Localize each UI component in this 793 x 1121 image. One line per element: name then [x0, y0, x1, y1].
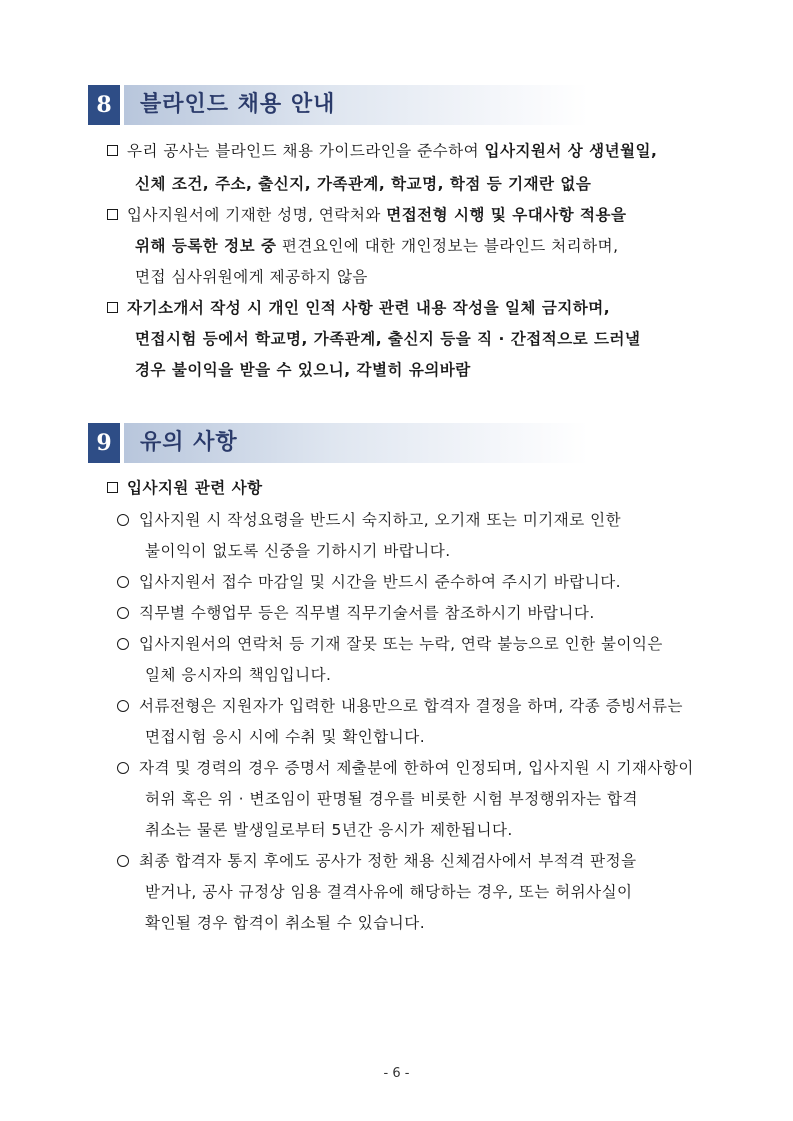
s8-p2-text-d: 편견요인에 대한 개인정보는 블라인드 처리하며,	[276, 237, 619, 255]
s9-item-5-line1	[117, 696, 683, 716]
s8-p1-text-b: 입사지원서 상 생년월일,	[484, 142, 658, 160]
s9-item-6-line1	[117, 758, 694, 778]
s9-item-5-line2: 면접시험 응시 시에 수취 및 확인합니다.	[145, 728, 426, 746]
s9-item-7-line2: 받거나, 공사 규정상 임용 결격사유에 해당하는 경우, 또는 허위사실이	[145, 883, 633, 901]
circle-bullet-icon	[117, 855, 129, 867]
square-bullet-icon	[107, 302, 118, 313]
s8-p2-line1	[107, 205, 626, 225]
s8-p3-line2: 면접시험 등에서 학교명, 가족관계, 출신지 등을 직 · 간접적으로 드러낼	[135, 330, 641, 348]
s9-item-2-line1	[117, 572, 621, 592]
s9-item-3-text: 직무별 수행업무 등은 직무별 직무기술서를 참조하시기 바랍니다.	[139, 604, 595, 622]
s9-subheading	[107, 478, 263, 498]
s9-item-5-text: 서류전형은 지원자가 입력한 내용만으로 합격자 결정을 하며, 각종 증빙서류는	[139, 697, 683, 715]
circle-bullet-icon	[117, 762, 129, 774]
s9-item-6-text: 자격 및 경력의 경우 증명서 제출분에 한하여 인정되며, 입사지원 시 기재사항이	[139, 759, 694, 777]
s9-item-6-line2: 허위 혹은 위 · 변조임이 판명될 경우를 비롯한 시험 부정행위자는 합격	[145, 790, 638, 808]
section-9-header	[88, 423, 588, 463]
section-8-header	[88, 85, 588, 125]
s9-item-3-line1	[117, 603, 595, 623]
circle-bullet-icon	[117, 576, 129, 588]
s9-item-1-line1	[117, 510, 621, 530]
circle-bullet-icon	[117, 700, 129, 712]
s9-item-7-line1	[117, 851, 637, 871]
s8-p3-line1	[107, 298, 610, 318]
s9-item-1-line2: 불이익이 없도록 신중을 기하시기 바랍니다.	[145, 542, 451, 560]
s8-p1-text-a: 우리 공사는 블라인드 채용 가이드라인을 준수하여	[127, 142, 485, 160]
s8-p2-text-c: 위해 등록한 정보 중	[135, 237, 277, 255]
s8-p2-text-b: 면접전형 시행 및 우대사항 적용을	[386, 206, 627, 224]
circle-bullet-icon	[117, 514, 129, 526]
page-number: - 6 -	[383, 1066, 410, 1081]
s9-item-7-text: 최종 합격자 통지 후에도 공사가 정한 채용 신체검사에서 부적격 판정을	[139, 852, 637, 870]
s8-p2-text-a: 입사지원서에 기재한 성명, 연락처와	[127, 206, 387, 224]
s8-p2-line2	[135, 236, 619, 256]
section-9-number: 9	[88, 423, 120, 463]
circle-bullet-icon	[117, 607, 129, 619]
square-bullet-icon	[107, 482, 118, 493]
s9-item-1-text: 입사지원 시 작성요령을 반드시 숙지하고, 오기재 또는 미기재로 인한	[139, 511, 622, 529]
s9-subheading-text: 입사지원 관련 사항	[127, 479, 263, 497]
section-9-title: 유의 사항	[140, 430, 238, 455]
section-8-title: 블라인드 채용 안내	[140, 92, 336, 117]
s9-item-4-line1	[117, 634, 663, 654]
s9-item-2-text: 입사지원서 접수 마감일 및 시간을 반드시 준수하여 주시기 바랍니다.	[139, 573, 622, 591]
s8-p1-line1	[107, 141, 657, 161]
s9-item-6-line3: 취소는 물론 발생일로부터 5년간 응시가 제한됩니다.	[145, 821, 513, 839]
square-bullet-icon	[107, 145, 118, 156]
s9-item-4-text: 입사지원서의 연락처 등 기재 잘못 또는 누락, 연락 불능으로 인한 불이익은	[139, 635, 663, 653]
s8-p2-line3: 면접 심사위원에게 제공하지 않음	[135, 268, 368, 286]
s8-p3-text: 자기소개서 작성 시 개인 인적 사항 관련 내용 작성을 일체 금지하며,	[127, 299, 611, 317]
square-bullet-icon	[107, 209, 118, 220]
s9-item-4-line2: 일체 응시자의 책임입니다.	[145, 666, 332, 684]
s8-p1-line2: 신체 조건, 주소, 출신지, 가족관계, 학교명, 학점 등 기재란 없음	[135, 175, 592, 193]
section-8-number: 8	[88, 85, 120, 125]
s8-p3-line3: 경우 불이익을 받을 수 있으니, 각별히 유의바람	[135, 361, 471, 379]
circle-bullet-icon	[117, 638, 129, 650]
s9-item-7-line3: 확인될 경우 합격이 취소될 수 있습니다.	[145, 914, 426, 932]
